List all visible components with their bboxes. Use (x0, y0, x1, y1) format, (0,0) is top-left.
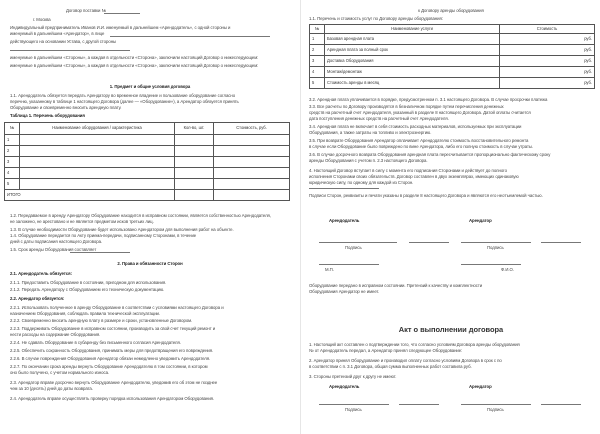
act-signature-lessor: Арендодатель (329, 384, 360, 389)
preamble-line-3: действующего на основании Устава, с другой стороны (10, 39, 117, 44)
table-cell: руб. (500, 67, 595, 78)
section-4-line-3: юридическую силу, по одному для каждой из Сторон. (309, 180, 414, 185)
table-cell (214, 168, 290, 179)
table-cell: Доставка Оборудования (325, 56, 500, 67)
section-3-line-5: 3.4. Арендная плата не включает в себя стоимость расходных материалов, используемых при эксплуатации (309, 124, 522, 129)
section-1b-line-5: дней с даты подписания настоящего Договора. (10, 239, 103, 244)
table-cell: 3 (310, 56, 325, 67)
table-cell: 2 (5, 146, 20, 157)
table-cell: 5 (310, 78, 325, 89)
act-signature-lessee: Арендатор (469, 384, 492, 389)
table-cell (214, 190, 290, 201)
section-1b-line-1: 1.2. Передаваемое в аренду Арендатору Оборудование находится в исправном состоянии, является собственностью Арендодателя, (10, 213, 271, 218)
act-acceptance-line-2: Оборудования Арендатор не имеет. (309, 289, 380, 294)
section-2-line-16: чем за 10 (десять) дней до даты возврата. (10, 386, 93, 391)
table-row (5, 179, 290, 190)
equipment-table-header: Кол-во, шт. (175, 123, 214, 135)
act-acceptance-line-1: Оборудование передано в исправном состоянии. Претензий к качеству и комплектности (309, 283, 483, 288)
section-1-title: 1. Предмет и общие условия договора (109, 84, 191, 89)
table-row (310, 34, 595, 45)
section-3-line-6: Оборудования, а также затраты на топливо и электроэнергию. (309, 130, 432, 135)
table-cell: Арендная плата за полный срок (325, 45, 500, 56)
act-title: Акт о выполнении договора (398, 325, 504, 334)
section-3-line-9: 3.6. В случае досрочного возврата Оборудования арендная плата пересчитывается пропорционально фактическому сроку (309, 152, 551, 157)
contract-page-right (300, 0, 600, 434)
section-1b-line-3: 1.3. В случае необходимости Оборудование будет использовано Арендатором для выполнения работ на объекте. (10, 227, 234, 232)
act-para-2: № от Арендодатель передал, а Арендатор принял следующее Оборудование: (309, 348, 463, 353)
table-cell: 4 (310, 67, 325, 78)
section-1-line-1: 1.1. Арендодатель обязуется передать Арендатору во временное владение и пользование оборудование согласно (10, 93, 236, 98)
table-cell: 1 (310, 34, 325, 45)
table-cell: руб. (500, 45, 595, 56)
signature-label-lessor: Арендодатель (329, 218, 360, 223)
signature-sub-right: Подпись (487, 245, 504, 250)
section-2-line-4: 2.2. Арендатор обязуется: (10, 296, 65, 301)
section-2-line-8: 2.2.3. Поддерживать Оборудование в исправном состоянии, производить за свой счет текущий ремонт и (10, 326, 216, 331)
services-table-header: № (310, 25, 325, 34)
act-para-4: в соответствии с п. 3.1 Договора, общая сумма выполненных работ составила руб. (309, 364, 472, 369)
table-cell (214, 157, 290, 168)
table-cell (175, 146, 214, 157)
section-3-line-10: аренды Оборудования с учетом п. 2.3 настоящего Договора. (309, 158, 428, 163)
act-para-1: 1. Настоящий акт составлен о подтверждении того, что согласно условиям Договора аренды оборудования (309, 342, 520, 347)
table-cell: Стоимость аренды в месяц (325, 78, 500, 89)
mp-left: М.П. (325, 267, 334, 272)
table-cell: 4 (5, 168, 20, 179)
table-cell (175, 168, 214, 179)
section-1b-line-6: 1.5. Срок аренды Оборудования составляет (10, 247, 97, 252)
section-2-line-14: оно было получено, с учетом нормального износа. (10, 370, 110, 375)
table-cell (175, 190, 214, 201)
services-table-header: Стоимость (500, 25, 595, 34)
section-1-line-3: Оборудование и своевременно вносить арендную плату. (10, 105, 122, 110)
table-cell: 2 (310, 45, 325, 56)
section-3-line-3: средств на расчетный счет Арендодателя, указанный в разделе 8 настоящего Договора. Датой оплаты считается (309, 110, 531, 115)
section-2-line-1: 2.1. Арендодатель обязуется: (10, 271, 72, 276)
table-row (5, 146, 290, 157)
table-row (5, 168, 290, 179)
section-3-line-8: в случае если Оборудование было повреждено по вине Арендатора, либо его полную стоимость в случае утраты. (309, 144, 534, 149)
section-2-line-13: 2.2.7. По окончании срока аренды вернуть Оборудование Арендодателю в том состоянии, в котором (10, 364, 208, 369)
preamble-line-4: именуемые в дальнейшем «Стороны», а каждая в отдельности «Сторона», заключили настоящий Договор о нижеследующем: (10, 55, 259, 60)
table-row (5, 157, 290, 168)
act-signature-sub-right: Подпись (487, 407, 504, 412)
appendix-intro: 1.1. Перечень и стоимость услуг по Договору аренды оборудования: (309, 16, 443, 21)
section-1b-line-4: 1.4. Оборудование передается по Акту приема-передачи, подписанному Сторонами, в течение (10, 233, 197, 238)
table-cell: руб. (500, 78, 595, 89)
section-1-line-2: перечню, указанному в таблице 1 настоящего Договора (далее — «Оборудование»), а Арендатор обязуется принять (10, 99, 239, 104)
table-cell (214, 146, 290, 157)
section-2-line-2: 2.1.1. Предоставить Оборудование в состоянии, пригодном для использования. (10, 280, 167, 285)
table-row (5, 135, 290, 146)
equipment-table (4, 122, 290, 201)
section-2-line-10: 2.2.4. Не сдавать Оборудование в субаренду без письменного согласия Арендодателя. (10, 340, 181, 345)
services-table-header: Наименование услуги (325, 25, 500, 34)
section-4-note: Подписи Сторон, реквизиты и печати указаны в разделе 8 настоящего Договора и являются его неотъемлемой частью. (309, 193, 543, 198)
signature-label-lessee: Арендатор (469, 218, 492, 223)
table-cell: руб. (500, 56, 595, 67)
section-2-line-5: 2.2.1. Использовать полученное в аренду Оборудование в соответствии с условиями настоящего Договора и (10, 305, 224, 310)
section-1b-line-2: не заложено, не арестовано и не является предметом исков третьих лиц. (10, 219, 154, 224)
section-2-line-3: 2.1.2. Передать Арендатору с Оборудованием его техническую документацию. (10, 287, 165, 292)
table-row (310, 78, 595, 89)
act-para-3: 2. Арендатор принял Оборудование и производил оплату согласно условиям Договора в срок с по (309, 358, 502, 363)
equipment-table-header: Наименование оборудования / характеристика (20, 123, 175, 135)
section-3-line-1: 3.2. Арендная плата уплачивается в порядке, предусмотренном п. 3.1 настоящего Договора. В случае просрочки платежа (309, 97, 548, 102)
table-cell (175, 135, 214, 146)
section-4-line-2: исполнения Сторонами своих обязательств. Договор составлен в двух экземплярах, имеющих одинаковую (309, 174, 519, 179)
table-cell (20, 168, 175, 179)
section-3-line-2: 3.3. Все расчеты по Договору производятся в безналичном порядке путем перечисления денежных (309, 104, 504, 109)
contract-number-line: Договор поставки № (66, 8, 107, 13)
contract-city: г. Москва (33, 17, 51, 22)
section-2-line-17: 2.4. Арендодатель вправе осуществлять проверку порядка использования Арендатором Оборудования. (10, 396, 215, 401)
table-cell: руб. (500, 34, 595, 45)
section-2-line-7: 2.2.2. Своевременно вносить арендную плату в размере и сроки, установленные Договором. (10, 318, 193, 323)
table-cell: 3 (5, 157, 20, 168)
table-cell (214, 179, 290, 190)
preamble-line-1: Индивидуальный предприниматель Иванов И.И. именуемый в дальнейшем «Арендодатель», с одной стороны и (10, 25, 231, 30)
table-cell: Монтаж/демонтаж (325, 67, 500, 78)
equipment-table-header: Стоимость, руб. (214, 123, 290, 135)
table-cell (214, 135, 290, 146)
table-cell: Базовая арендная плата (325, 34, 500, 45)
section-2-line-11: 2.2.5. Обеспечить сохранность Оборудования, принимать меры для предотвращения его повреждения. (10, 348, 214, 353)
equipment-table-header: № (5, 123, 20, 135)
table-row (310, 67, 595, 78)
section-3-line-7: 3.5. При возврате Оборудования Арендатор оплачивает Арендодателю стоимость восстановительного ремонта (309, 138, 529, 143)
appendix-header: к Договору аренды оборудования (418, 8, 484, 13)
table-cell: 1 (5, 135, 20, 146)
act-signature-sub-left: Подпись (345, 407, 362, 412)
section-2-line-12: 2.2.6. В случае повреждения Оборудования Арендатор обязан немедленно уведомить Арендодателя. (10, 356, 211, 361)
table-cell (175, 157, 214, 168)
section-2-line-9: нести расходы на содержание Оборудования. (10, 332, 101, 337)
section-2-line-15: 2.3. Арендатор вправе досрочно вернуть Оборудование Арендодателю, уведомив его об этом не позднее (10, 380, 218, 385)
table-cell (20, 146, 175, 157)
table-cell (175, 179, 214, 190)
services-table (309, 24, 595, 89)
preamble-line-4b: именуемые в дальнейшем «Стороны», а каждая в отдельности «Сторона», заключили настоящий Договор о нижеследующем: (10, 63, 259, 68)
section-4-line-1: 4. Настоящий Договор вступает в силу с момента его подписания Сторонами и действует до полного (309, 168, 507, 173)
act-para-5: 3. Стороны претензий друг к другу не имеют. (309, 374, 397, 379)
table-cell (20, 135, 175, 146)
table-total-row (5, 190, 290, 201)
signature-sub-left: Подпись (345, 245, 362, 250)
table-row (310, 45, 595, 56)
section-2-line-6: назначением Оборудования, соблюдать правила технической эксплуатации. (10, 311, 161, 316)
section-3-line-4: дата поступления денежных средств на расчетный счет Арендодателя. (309, 116, 449, 121)
table-cell: 5 (5, 179, 20, 190)
table-cell: ИТОГО (5, 190, 175, 201)
preamble-line-2: именуемый в дальнейшем «Арендатор», в лице (10, 31, 105, 36)
fio-right: Ф.И.О. (501, 267, 514, 272)
table-row (310, 56, 595, 67)
table-cell (20, 157, 175, 168)
section-2-title: 2. Права и обязанности Сторон (117, 261, 183, 266)
equipment-table-caption: Таблица 1. Перечень оборудования (10, 113, 85, 118)
table-cell (20, 179, 175, 190)
